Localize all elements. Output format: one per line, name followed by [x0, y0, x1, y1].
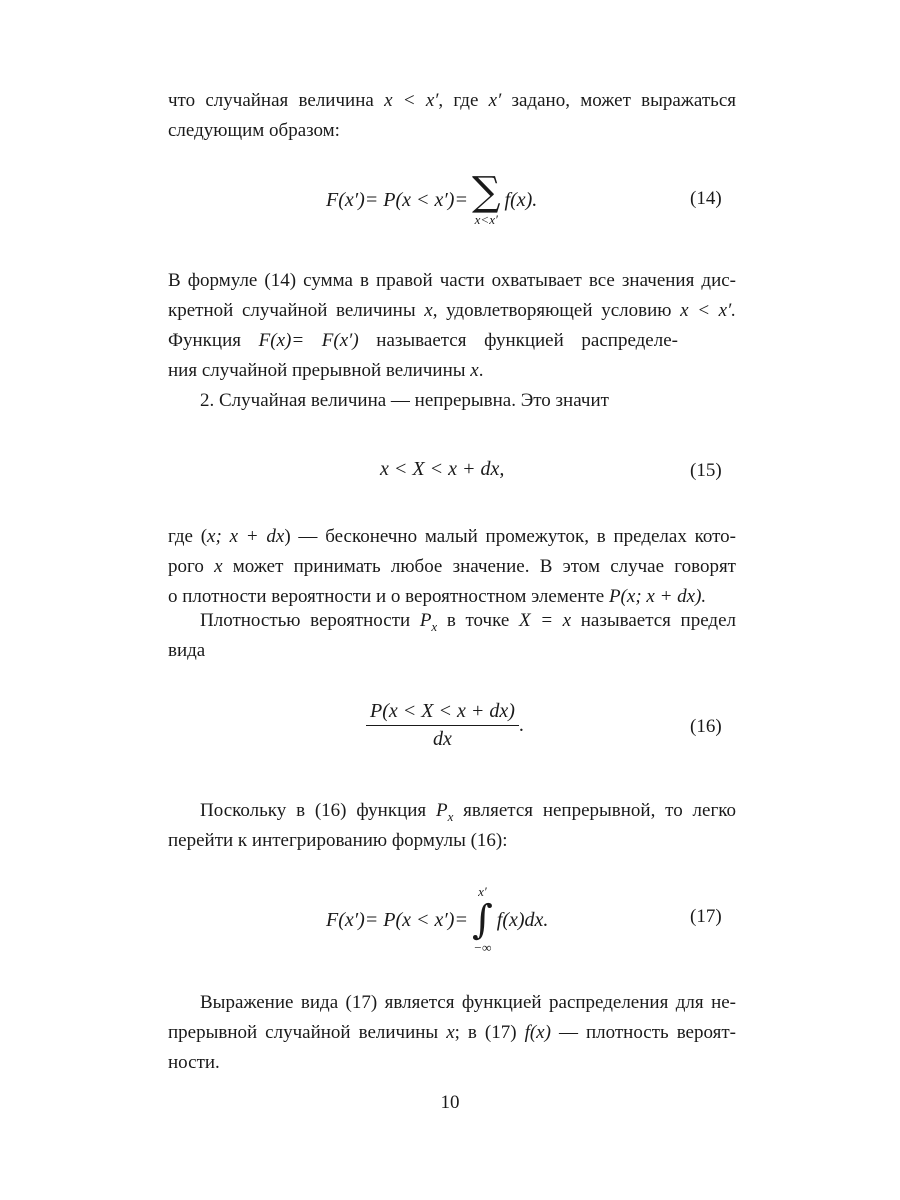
paragraph-line: Выражение вида (17) является функцией распределения для не- [200, 992, 736, 1013]
fraction-denominator: dx [432, 728, 452, 750]
equation-number: (16) [690, 716, 722, 737]
paragraph-line: вида [168, 640, 206, 661]
paragraph-line: о плотности вероятности и о вероятностном элементе P(x; x + dx). [168, 586, 707, 607]
integral-lower-limit: −∞ [473, 940, 492, 955]
paragraph-line: следующим образом: [168, 120, 340, 141]
paragraph-line: Плотностью вероятности $P_x$ в точке X = x называется предел [200, 610, 736, 634]
paragraph-line: ния случайной прерывной величины x. [168, 360, 484, 381]
equation-16 [366, 700, 524, 751]
equation-rhs: f(x)dx. [496, 908, 549, 931]
paragraph-line: рого x может принимать любое значение. В этом случае говорят [168, 556, 736, 577]
fraction [366, 700, 519, 751]
equation-number: (17) [690, 906, 722, 927]
sum-operator [471, 169, 501, 228]
equation-17 [326, 884, 548, 956]
sum-symbol: ∑ [471, 169, 501, 215]
equation-lhs: F(x′)= P(x < x′)= [326, 908, 468, 931]
fraction-numerator: P(x < X < x + dx) [366, 700, 519, 726]
paragraph-line: Функция F(x)= F(x′) называется функцией распределе- [168, 330, 678, 351]
paragraph-line: Поскольку в (16) функция $P_x$ является непрерывной, то легко [200, 800, 736, 824]
paragraph-line: где (x; x + dx) — бесконечно малый промежуток, в пределах кото- [168, 526, 737, 547]
equation-number: (15) [690, 460, 722, 481]
paragraph-line: перейти к интегрированию формулы (16): [168, 830, 508, 851]
paragraph-line: ности. [168, 1052, 220, 1073]
paragraph-line: В формуле (14) сумма в правой части охватывает все значения дис- [168, 270, 736, 291]
equation-tail: . [518, 714, 524, 736]
paragraph-line: прерывной случайной величины x; в (17) f(x) — плотность вероят- [168, 1022, 736, 1043]
paragraph-line: что случайная величина x < x′, где x′ задано, может выражаться [168, 90, 737, 111]
sum-subscript: x<x′ [474, 212, 498, 227]
integral-upper-limit: x′ [478, 884, 487, 899]
equation-number: (14) [690, 188, 722, 209]
paragraph-line: кретной случайной величины x, удовлетворяющей условию x < x′. [168, 300, 737, 321]
integral-operator [472, 884, 493, 956]
page-number: 10 [440, 1092, 460, 1113]
equation-14 [326, 169, 538, 228]
equation-15 [380, 458, 504, 481]
equation-rhs: f(x). [504, 188, 538, 211]
equation-lhs: F(x′)= P(x < x′)= [326, 188, 468, 211]
paragraph-line: 2. Случайная величина — непрерывна. Это значит [200, 390, 609, 411]
integral-symbol: ∫ [471, 897, 493, 943]
equation-expr: x < X < x + dx, [380, 458, 505, 480]
